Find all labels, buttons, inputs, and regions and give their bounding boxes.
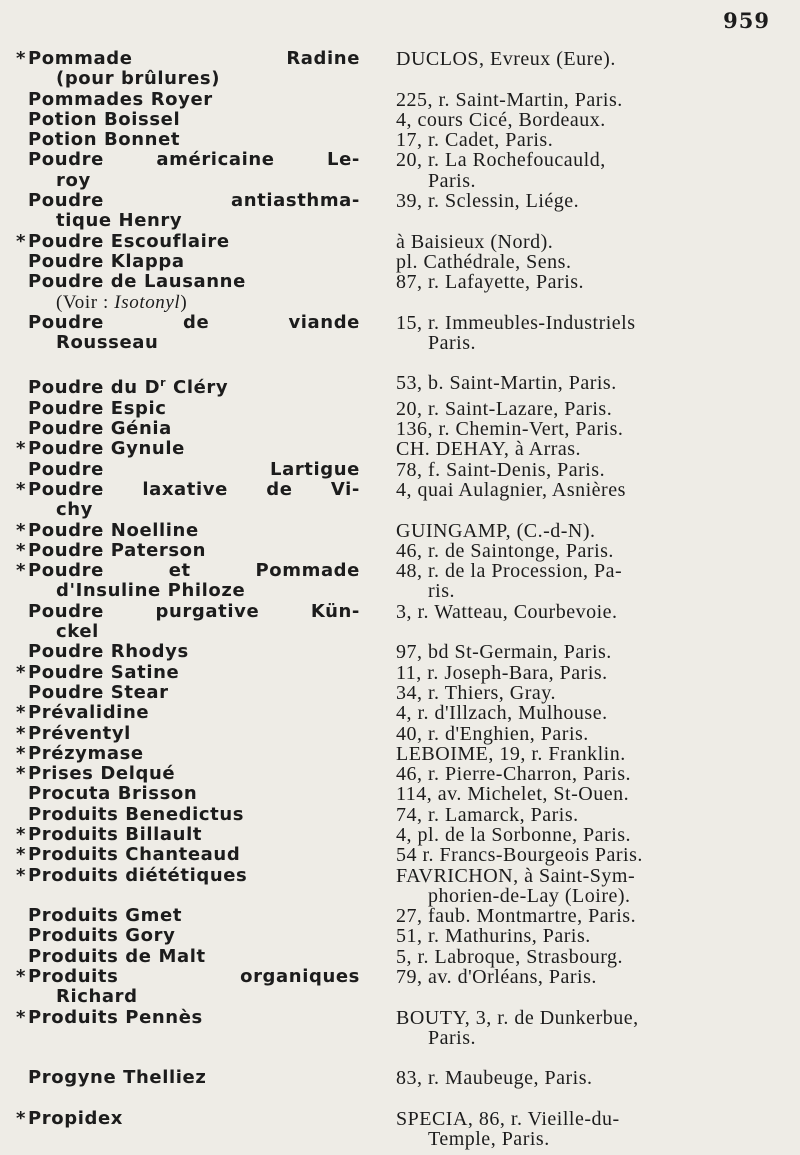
entry-address	[372, 541, 800, 561]
entry-name-line: Produits Chanteaud	[28, 844, 241, 866]
directory-entry	[0, 521, 800, 541]
directory-entry	[0, 399, 800, 419]
entry-name	[0, 947, 372, 967]
entry-address	[372, 521, 800, 541]
entry-name	[0, 232, 372, 252]
directory-entry	[0, 683, 800, 703]
entry-name-line: Produits Gmet	[28, 905, 183, 927]
address-line: 83, r. Maubeuge, Paris.	[396, 1067, 593, 1090]
entry-address	[372, 460, 800, 480]
address-line: 40, r. d'Enghien, Paris.	[396, 722, 589, 745]
address-line: FAVRICHON, à Saint-Sym-	[396, 864, 636, 887]
asterisk-marker: *	[16, 864, 27, 886]
entry-name-line: Poudre Génia	[28, 418, 172, 440]
directory-entry	[0, 419, 800, 439]
directory-entry	[0, 90, 800, 110]
entry-name	[0, 1068, 372, 1088]
address-line: 225, r. Saint-Martin, Paris.	[396, 88, 623, 111]
entry-name-line: Poudre Gynule	[28, 438, 185, 460]
entry-name	[0, 784, 372, 804]
entry-name-line: Poudre laxative de Vi-	[28, 478, 360, 500]
address-line: DUCLOS, Evreux (Eure).	[396, 48, 616, 70]
address-line: 4, cours Cicé, Bordeaux.	[396, 108, 606, 131]
entry-address	[372, 602, 800, 622]
entry-name-line: Poudre américaine Le-	[28, 149, 360, 171]
asterisk-marker: *	[16, 48, 27, 69]
address-line: BOUTY, 3, r. de Dunkerbue,	[396, 1006, 639, 1029]
entry-name	[0, 724, 372, 744]
entry-address	[372, 744, 800, 764]
entry-name-line: Pommades Royer	[28, 88, 213, 110]
entry-address	[372, 272, 800, 292]
asterisk-marker: *	[16, 966, 27, 988]
entry-name-line: Produits Pennès	[28, 1006, 203, 1028]
directory-entry	[0, 906, 800, 926]
entry-name	[0, 805, 372, 825]
directory-entry	[0, 866, 800, 907]
asterisk-marker: *	[16, 230, 27, 252]
address-line: à Baisieux (Nord).	[396, 230, 554, 253]
entry-name-line: Rousseau	[56, 332, 159, 354]
entry-address	[372, 90, 800, 110]
entry-name-line: Poudre Rhodys	[28, 641, 189, 663]
entry-name	[0, 49, 372, 90]
address-line: 46, r. de Saintonge, Paris.	[396, 539, 614, 562]
directory-entry	[0, 480, 800, 521]
address-line: CH. DEHAY, à Arras.	[396, 438, 582, 461]
address-line: 5, r. Labroque, Strasbourg.	[396, 945, 623, 968]
directory-entry	[0, 1068, 800, 1088]
entry-name-line: Produits Gory	[28, 925, 176, 947]
entry-name-line: Pommade Radine	[28, 48, 360, 69]
address-line: 114, av. Michelet, St-Ouen.	[396, 783, 630, 806]
entry-address	[372, 232, 800, 252]
entry-address	[372, 724, 800, 744]
entry-name	[0, 191, 372, 232]
entry-name-line: Produits diététiques	[28, 864, 248, 886]
entry-name-line: Propidex	[28, 1107, 123, 1129]
entry-name-line: Prises Delqué	[28, 763, 176, 785]
directory-entry	[0, 1109, 800, 1150]
entry-name	[0, 521, 372, 541]
address-line: Temple, Paris.	[428, 1127, 550, 1150]
entry-address	[372, 845, 800, 865]
entry-name-line: Poudre purgative Kün-	[28, 600, 360, 622]
directory-entry	[0, 191, 800, 232]
entry-name	[0, 313, 372, 354]
entry-name-line: Prévalidine	[28, 702, 150, 724]
address-line: 34, r. Thiers, Gray.	[396, 681, 556, 704]
entry-address	[372, 805, 800, 825]
entry-name-line: Poudre Lartigue	[28, 458, 360, 480]
entry-name	[0, 906, 372, 926]
entry-name	[0, 399, 372, 419]
address-line: 4, r. d'Illzach, Mulhouse.	[396, 702, 608, 725]
directory-entry	[0, 1008, 800, 1049]
entry-name	[0, 703, 372, 723]
entry-name	[0, 150, 372, 191]
entry-name-line: Prézymase	[28, 742, 144, 764]
directory-entry	[0, 805, 800, 825]
entry-address	[372, 825, 800, 845]
address-line: ris.	[428, 580, 455, 603]
entry-name	[0, 460, 372, 480]
entry-name-line: Richard	[56, 986, 138, 1008]
asterisk-marker: *	[16, 438, 27, 460]
address-line: 53, b. Saint-Martin, Paris.	[396, 372, 617, 395]
entry-address	[372, 663, 800, 683]
entry-address	[372, 150, 800, 191]
entry-name	[0, 683, 372, 703]
asterisk-marker: *	[16, 539, 27, 561]
entry-name-line: Produits Benedictus	[28, 803, 245, 825]
directory-entry	[0, 947, 800, 967]
entry-name	[0, 926, 372, 946]
directory-entry	[0, 602, 800, 643]
directory-entry	[0, 373, 800, 398]
entry-name-line: Potion Boissel	[28, 108, 181, 130]
entry-name-line: Préventyl	[28, 722, 131, 744]
asterisk-marker: *	[16, 763, 27, 785]
directory-entry	[0, 744, 800, 764]
entry-address	[372, 191, 800, 211]
entry-address	[372, 1109, 800, 1150]
entry-address	[372, 313, 800, 354]
directory-entry	[0, 49, 800, 90]
directory-entry	[0, 764, 800, 784]
entry-name-line: Poudre Espic	[28, 397, 167, 419]
entry-name	[0, 110, 372, 130]
entry-name	[0, 419, 372, 439]
entry-name	[0, 252, 372, 272]
address-line: Paris.	[428, 169, 476, 192]
address-line: 79, av. d'Orléans, Paris.	[396, 966, 597, 989]
entry-address	[372, 784, 800, 804]
address-line: 51, r. Mathurins, Paris.	[396, 925, 591, 948]
entry-name-line: Produits de Malt	[28, 945, 206, 967]
address-line: 136, r. Chemin-Vert, Paris.	[396, 418, 624, 441]
directory-entry	[0, 663, 800, 683]
entry-name-line: tique Henry	[56, 210, 183, 232]
directory-entry	[0, 150, 800, 191]
entry-name-line: Poudre Escouflaire	[28, 230, 230, 252]
entry-address	[372, 373, 800, 393]
directory-entry	[0, 439, 800, 459]
entry-address	[372, 866, 800, 907]
directory-entry	[0, 926, 800, 946]
entry-name-line: chy	[56, 499, 94, 521]
directory-entry	[0, 703, 800, 723]
entry-name	[0, 663, 372, 683]
directory-entry	[0, 561, 800, 602]
entry-name-line: Poudre de Lausanne	[28, 271, 246, 293]
address-line: 20, r. La Rochefoucauld,	[396, 149, 606, 172]
entry-name: Poudre du $D^r$ Cléry	[28, 376, 229, 399]
entry-address	[372, 439, 800, 459]
asterisk-marker: *	[16, 702, 27, 724]
entry-address	[372, 703, 800, 723]
directory-entry	[0, 541, 800, 561]
entry-name-line: Progyne Thelliez	[28, 1067, 207, 1089]
entry-name	[0, 825, 372, 845]
address-line: 4, pl. de la Sorbonne, Paris.	[396, 823, 632, 846]
entry-address	[372, 906, 800, 926]
entry-name-line: d'Insuline Philoze	[56, 580, 246, 602]
directory-entry	[0, 110, 800, 130]
address-line: 4, quai Aulagnier, Asnières	[396, 478, 626, 501]
entry-name-line: Poudre de viande	[28, 311, 360, 333]
entry-address	[372, 947, 800, 967]
entry-address	[372, 683, 800, 703]
asterisk-marker: *	[16, 560, 27, 582]
entry-name	[0, 845, 372, 865]
entry-name	[0, 967, 372, 1008]
entry-address	[372, 110, 800, 130]
asterisk-marker: *	[16, 661, 27, 683]
entry-name-line: Potion Bonnet	[28, 129, 181, 151]
asterisk-marker: *	[16, 1006, 27, 1028]
directory-entry	[0, 313, 800, 354]
entry-name-line: Poudre Stear	[28, 681, 169, 703]
page-number: 959	[723, 8, 770, 33]
address-line: Paris.	[428, 332, 476, 355]
directory-entry	[0, 460, 800, 480]
entry-address	[372, 1008, 800, 1049]
entry-name	[0, 561, 372, 602]
address-line: 11, r. Joseph-Bara, Paris.	[396, 661, 608, 684]
address-line: 87, r. Lafayette, Paris.	[396, 271, 585, 294]
address-line: GUINGAMP, (C.-d-N).	[396, 519, 596, 542]
entry-address	[372, 967, 800, 987]
directory-entry	[0, 252, 800, 272]
entry-address	[372, 130, 800, 150]
asterisk-marker: *	[16, 844, 27, 866]
entry-name-line: Procuta Brisson	[28, 783, 198, 805]
address-line: Paris.	[428, 1026, 476, 1049]
entry-name	[0, 602, 372, 643]
address-line: 74, r. Lamarck, Paris.	[396, 803, 579, 826]
address-line: 46, r. Pierre-Charron, Paris.	[396, 763, 632, 786]
address-line: 78, f. Saint-Denis, Paris.	[396, 458, 606, 481]
entry-name	[0, 1109, 372, 1129]
entry-name-line: Poudre Klappa	[28, 250, 185, 272]
asterisk-marker: *	[16, 1107, 27, 1129]
entry-address	[372, 642, 800, 662]
entry-address	[372, 1068, 800, 1088]
entry-name	[0, 272, 372, 313]
address-line: 48, r. de la Procession, Pa-	[396, 560, 623, 583]
address-line: 15, r. Immeubles-Industriels	[396, 311, 636, 334]
entry-name-line: Poudre Paterson	[28, 539, 207, 561]
directory-entry	[0, 130, 800, 150]
address-line: 17, r. Cadet, Paris.	[396, 129, 554, 152]
directory-entry	[0, 642, 800, 662]
entry-name	[0, 541, 372, 561]
entry-name	[0, 764, 372, 784]
entry-address	[372, 419, 800, 439]
address-line: SPECIA, 86, r. Vieille-du-	[396, 1107, 620, 1130]
entry-address	[372, 926, 800, 946]
entry-name	[0, 439, 372, 459]
entry-address	[372, 252, 800, 272]
directory-entry	[0, 724, 800, 744]
directory-entry	[0, 784, 800, 804]
entry-address	[372, 561, 800, 602]
directory-entry	[0, 845, 800, 865]
asterisk-marker: *	[16, 823, 27, 845]
entry-name	[0, 744, 372, 764]
entry-name	[0, 480, 372, 521]
address-line: pl. Cathédrale, Sens.	[396, 250, 572, 273]
entry-address	[372, 399, 800, 419]
entry-name-line: roy	[56, 169, 91, 191]
asterisk-marker: *	[16, 478, 27, 500]
directory-list	[0, 49, 800, 1149]
entry-address	[372, 49, 800, 69]
address-line: phorien-de-Lay (Loire).	[428, 884, 631, 907]
entry-name	[0, 866, 372, 886]
asterisk-marker: *	[16, 519, 27, 541]
entry-name	[0, 642, 372, 662]
directory-entry	[0, 272, 800, 313]
address-line: 27, faub. Montmartre, Paris.	[396, 905, 637, 928]
asterisk-marker: *	[16, 742, 27, 764]
entry-name-line: Poudre antiasthma-	[28, 190, 360, 212]
directory-entry	[0, 967, 800, 1008]
directory-entry	[0, 232, 800, 252]
address-line: 20, r. Saint-Lazare, Paris.	[396, 397, 613, 420]
address-line: LEBOIME, 19, r. Franklin.	[396, 742, 626, 765]
entry-name-line: Produits organiques	[28, 966, 360, 988]
address-line: 3, r. Watteau, Courbevoie.	[396, 600, 618, 623]
entry-name-line: Poudre Satine	[28, 661, 180, 683]
entry-name-line: ckel	[56, 621, 99, 643]
directory-entry	[0, 825, 800, 845]
entry-name-line: Poudre Noelline	[28, 519, 199, 541]
entry-name	[0, 1008, 372, 1028]
address-line: 97, bd St-Germain, Paris.	[396, 641, 612, 664]
entry-address	[372, 764, 800, 784]
entry-name	[0, 130, 372, 150]
entry-address	[372, 480, 800, 500]
entry-name	[0, 90, 372, 110]
entry-name-line: Poudre et Pommade	[28, 560, 360, 582]
entry-name-line: (pour brûlures)	[56, 68, 221, 90]
entry-name-line: Produits Billault	[28, 823, 203, 845]
address-line: 39, r. Sclessin, Liége.	[396, 190, 580, 213]
asterisk-marker: *	[16, 722, 27, 744]
see-also-note: (Voir : Isotonyl)	[56, 291, 188, 313]
address-line: 54 r. Francs-Bourgeois Paris.	[396, 844, 643, 867]
